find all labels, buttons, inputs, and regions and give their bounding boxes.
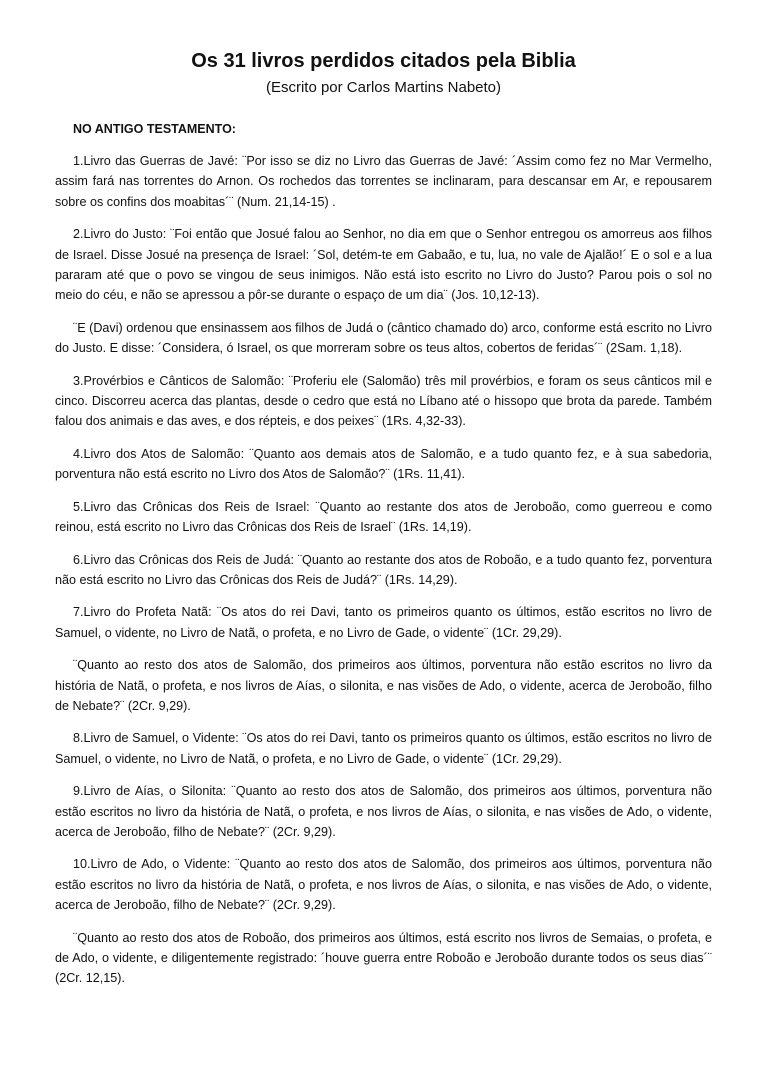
paragraph-cronicas-reis-israel: 5.Livro das Crônicas dos Reis de Israel: ¨Quanto ao restante dos atos de Jeroboão, como guerreou e como reinou, está escrito no Livro das Crônicas dos Reis de Israel¨ (1Rs. 14,19). bbox=[55, 499, 712, 535]
paragraph-proverbios-salomao: 3.Provérbios e Cânticos de Salomão: ¨Proferiu ele (Salomão) três mil provérbios, e foram os seus cânticos mil e cinco. Discorreu acerca das plantas, desde o cedro que está no Líbano até o hissopo que brota da parede. Também falou dos animais e das aves, e dos répteis, e dos peixes¨ (1Rs. 4,32-33). bbox=[55, 373, 712, 429]
paragraph-ado-vidente-2cr: ¨Quanto ao resto dos atos de Roboão, dos primeiros aos últimos, está escrito nos livros de Semaias, o profeta, e de Ado, o vidente, e diligentemente registrado: ´houve guerra entre Roboão e Jeroboão durante todos os seus dias´¨ (2Cr. 12,15). bbox=[55, 930, 712, 986]
paragraph-ado-vidente: 10.Livro de Ado, o Vidente: ¨Quanto ao resto dos atos de Salomão, dos primeiros aos últimos, porventura não estão escritos no livro da história de Natã, o profeta, e nos livros de Aías, o silonita, e nas visões de Ado, o vidente, acerca de Jeroboão, filho de Nebate?¨ (2Cr. 9,29). bbox=[55, 857, 712, 913]
paragraph-profeta-nata: 7.Livro do Profeta Natã: ¨Os atos do rei Davi, tanto os primeiros quanto os últimos, estão escritos no livro de Samuel, o vidente, no Livro de Natã, o profeta, e no Livro de Gade, o vidente¨ (1Cr. 29,29). bbox=[55, 605, 712, 640]
document-page bbox=[0, 48, 768, 1072]
paragraph-aias-silonita: 9.Livro de Aías, o Silonita: ¨Quanto ao resto dos atos de Salomão, dos primeiros aos últimos, porventura não estão escritos no livro da história de Natã, o profeta, e nos livros de Aías, o silonita, e nas visões de Ado, o vidente, acerca de Jeroboão, filho de Nebate?¨ (2Cr. 9,29). bbox=[55, 784, 712, 839]
paragraph-profeta-nata-2cr: ¨Quanto ao resto dos atos de Salomão, dos primeiros aos últimos, porventura não estão escritos no livro da história de Natã, o profeta, e nos livros de Aías, o silonita, e nas visões de Ado, o vidente, acerca de Jeroboão, filho de Nebate?¨ (2Cr. 9,29). bbox=[55, 658, 712, 713]
section-heading: NO ANTIGO TESTAMENTO: bbox=[73, 122, 236, 136]
paragraph-livro-do-justo-2sam: ¨E (Davi) ordenou que ensinassem aos filhos de Judá o (cântico chamado do) arco, conforme está escrito no Livro do Justo. E disse: ´Considera, ó Israel, os que morreram sobre os teus altos, cobertos de feridas´¨ (2Sam. 1,18). bbox=[55, 320, 712, 356]
document-title: Os 31 livros perdidos citados pela Biblia bbox=[191, 50, 576, 72]
paragraph-cronicas-reis-juda: 6.Livro das Crônicas dos Reis de Judá: ¨Quanto ao restante dos atos de Roboão, e a tudo quanto fez, porventura não está escrito no Livro das Crônicas dos Reis de Judá?¨ (1Rs. 14,29). bbox=[55, 552, 712, 587]
paragraph-livro-do-justo: 2.Livro do Justo: ¨Foi então que Josué falou ao Senhor, no dia em que o Senhor entregou os amorreus aos filhos de Israel. Disse Josué na presença de Israel: ´Sol, detém-te em Gabaão, e tu, lua, no vale de Ajalão!´ E o sol e a lua pararam até que o povo se vingou de seus inimigos. Não está isto escrito no Livro do Justo? Parou pois o sol no meio do céu, e não se apressou a pôr-se durante o espaço de um dia¨ (Jos. 10,12-13). bbox=[55, 227, 712, 303]
paragraph-livro-guerras-jave: 1.Livro das Guerras de Javé: ¨Por isso se diz no Livro das Guerras de Javé: ´Assim como fez no Mar Vermelho, assim fará nas torrentes do Arnon. Os rochedos das torrentes se inclinaram, para descansar em Ar, e repousarem sobre os confins dos moabitas´¨ (Num. 21,14-15) . bbox=[55, 154, 712, 209]
paragraph-atos-salomao: 4.Livro dos Atos de Salomão: ¨Quanto aos demais atos de Salomão, e a tudo quanto fez, e à sua sabedoria, porventura não está escrito no Livro dos Atos de Salomão?¨ (1Rs. 11,41). bbox=[55, 446, 712, 482]
document-subtitle: (Escrito por Carlos Martins Nabeto) bbox=[265, 79, 502, 96]
paragraph-samuel-vidente: 8.Livro de Samuel, o Vidente: ¨Os atos do rei Davi, tanto os primeiros quanto os últimos, estão escritos no livro de Samuel, o vidente, no Livro de Natã, o profeta, e no Livro de Gade, o vidente¨ (1Cr. 29,29). bbox=[55, 731, 712, 766]
